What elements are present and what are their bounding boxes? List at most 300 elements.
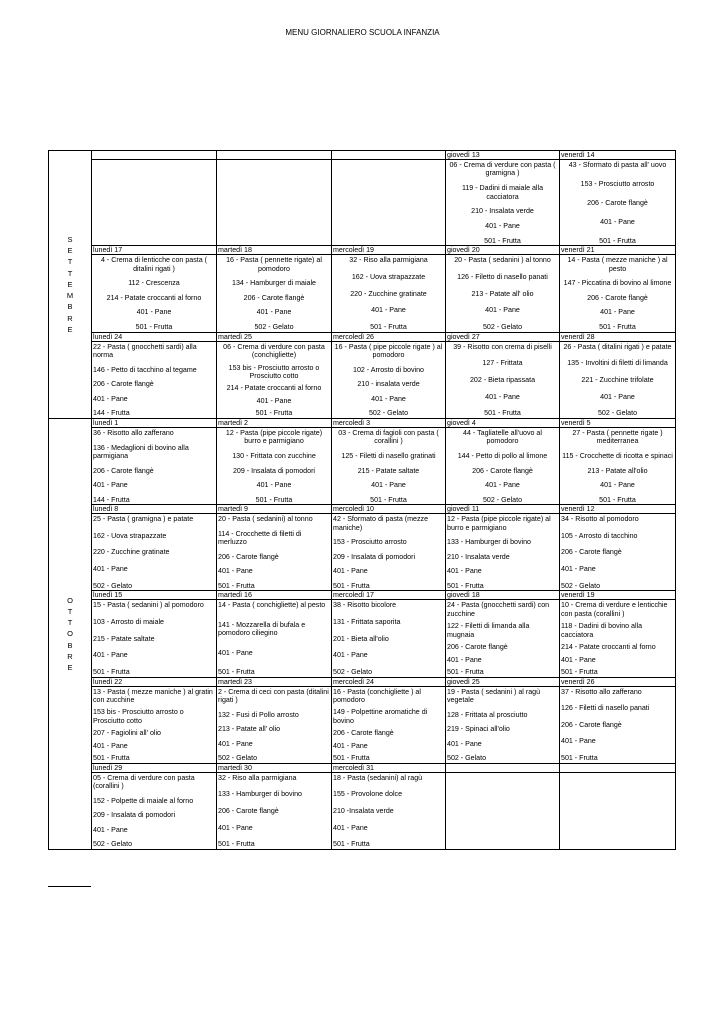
day-dishes — [217, 342, 331, 418]
day-header: mercoledì 10 — [332, 505, 445, 514]
day-dishes — [332, 160, 445, 245]
dish-item: 15 - Pasta ( sedanini ) al pomodoro — [93, 601, 204, 610]
dish-item: 502 - Gelato — [482, 495, 523, 504]
dish-item: 115 - Crocchette di ricotta e spinaci — [562, 451, 673, 460]
week-row — [49, 763, 676, 849]
dish-item: 401 - Pane — [93, 481, 128, 490]
dish-item: 14 - Pasta ( mezze maniche ) al pesto — [567, 256, 668, 273]
dish-item: 501 - Frutta — [599, 322, 636, 331]
day-dishes — [217, 428, 331, 504]
dish-item: 144 - Frutta — [93, 495, 130, 504]
dish-item: 206 - Carote flangè — [218, 807, 279, 816]
day-dishes — [332, 687, 445, 763]
dish-item: 206 - Carote flangè — [447, 643, 508, 652]
dish-item: 122 - Filetti di limanda alla mugnaia — [447, 622, 530, 639]
day-header: venerdì 21 — [560, 246, 675, 255]
dish-item: 401 - Pane — [371, 306, 406, 315]
dish-item: 401 - Pane — [447, 655, 482, 664]
day-dishes — [332, 428, 445, 504]
dish-item: 105 - Arrosto di tacchino — [561, 531, 638, 540]
dish-item: 401 - Pane — [485, 221, 520, 230]
day-header: lunedì 1 — [92, 419, 216, 428]
dish-item: 37 - Risotto allo zafferano — [561, 687, 642, 696]
dish-item: 16 - Pasta (conchigliette ) al pomodoro — [333, 687, 421, 704]
day-dishes — [217, 773, 331, 849]
dish-item: 401 - Pane — [218, 648, 253, 657]
day-dishes — [446, 687, 559, 763]
day-cell — [92, 151, 217, 246]
day-header: martedì 2 — [217, 419, 331, 428]
dish-item: 05 - Crema di verdure con pasta (corallini ) — [93, 773, 195, 791]
dish-item: 43 - Sformato di pasta all' uovo — [568, 161, 667, 169]
dish-item: 209 - Insalata di pomodori — [333, 552, 416, 561]
dish-item: 401 - Pane — [218, 823, 253, 832]
dish-item: 135 - Involtini di filetti di limanda — [567, 359, 668, 368]
dish-item: 06 - Crema di verdure con pasta ( gramigna ) — [449, 161, 556, 178]
dish-item: 501 - Frutta — [484, 236, 521, 245]
day-header: venerdì 19 — [560, 591, 675, 600]
day-dishes — [92, 687, 216, 763]
day-cell — [92, 419, 217, 505]
day-cell — [92, 591, 217, 677]
dish-item: 401 - Pane — [333, 741, 368, 750]
day-dishes — [446, 342, 559, 418]
dish-item: 501 - Frutta — [599, 495, 636, 504]
dish-item: 401 - Pane — [371, 481, 406, 490]
day-cell — [446, 763, 560, 849]
dish-item: 153 bis - Prosciutto arrosto o Prosciutto cotto — [228, 363, 320, 380]
dish-item: 130 - Frittata con zucchine — [232, 451, 316, 460]
day-dishes — [560, 428, 675, 504]
dish-item: 401 - Pane — [218, 567, 253, 576]
day-dishes — [217, 687, 331, 763]
day-dishes — [332, 514, 445, 590]
dish-item: 206 - Carote flangè — [93, 380, 154, 389]
day-cell — [560, 151, 676, 246]
dish-item: 10 - Crema di verdure e lenticchie con pasta (corallini ) — [561, 601, 668, 618]
day-dishes — [446, 600, 559, 676]
day-cell — [560, 677, 676, 763]
dish-item: 206 - Carote flangè — [587, 198, 648, 207]
dish-item: 213 - Patate all' olio — [471, 289, 534, 298]
dish-item: 210 - Insalata verde — [447, 552, 510, 561]
dish-item: 20 - Pasta ( sedanini ) al tonno — [454, 256, 551, 265]
dish-item: 502 - Gelato — [597, 409, 638, 418]
day-cell — [332, 151, 446, 246]
week-row — [49, 591, 676, 677]
day-cell — [560, 419, 676, 505]
week-row — [49, 246, 676, 332]
dish-item: 401 - Pane — [561, 737, 596, 746]
day-cell — [217, 677, 332, 763]
dish-item: 215 - Patate saltate — [357, 466, 420, 475]
day-cell — [446, 677, 560, 763]
dish-item: 2 - Crema di ceci con pasta (ditalini rigati ) — [218, 687, 329, 704]
dish-item: 127 - Frittata — [482, 359, 523, 368]
dish-item: 501 - Frutta — [333, 754, 370, 763]
dish-item: 501 - Frutta — [447, 581, 484, 590]
month-label: O T T O B R E — [49, 419, 92, 850]
dish-item: 501 - Frutta — [370, 322, 407, 331]
dish-item: 131 - Frittata saporita — [333, 618, 401, 627]
dish-item: 26 - Pasta ( ditalini rigati ) e patate — [563, 342, 672, 351]
day-cell — [92, 246, 217, 332]
dish-item: 16 - Pasta ( pennette rigate) al pomodoro — [226, 256, 322, 273]
day-cell — [332, 591, 446, 677]
dish-item: 03 - Crema di fagioli con pasta ( corallini ) — [338, 429, 439, 446]
dish-item: 401 - Pane — [93, 565, 128, 574]
dish-item: 133 - Hamburger di bovino — [218, 790, 302, 799]
day-header: venerdì 5 — [560, 419, 675, 428]
day-dishes — [560, 514, 675, 590]
day-header: lunedì 29 — [92, 764, 216, 773]
dish-item: 126 - Filetto di nasello panati — [457, 272, 548, 281]
dish-item: 401 - Pane — [256, 481, 292, 490]
dish-item: 42 - Sformato di pasta (mezze maniche) — [333, 515, 429, 532]
dish-item: 401 - Pane — [136, 308, 172, 317]
dish-item: 502 - Gelato — [218, 754, 258, 763]
dish-item: 152 - Polpette di maiale al forno — [93, 796, 194, 805]
dish-item: 401 - Pane — [218, 739, 253, 748]
dish-item: 12 - Pasta (pipe piccole rigate) burro e parmigiano — [225, 429, 323, 446]
dish-item: 149 - Polpettine aromatiche di bovino — [333, 708, 428, 725]
day-cell — [560, 332, 676, 418]
day-header — [332, 151, 445, 160]
dish-item: 215 - Patate saltate — [93, 634, 155, 643]
dish-item: 220 - Zucchine gratinate — [93, 548, 170, 557]
dish-item: 401 - Pane — [256, 396, 292, 405]
dish-item: 206 - Carote flangè — [587, 293, 648, 302]
day-cell — [332, 332, 446, 418]
day-dishes — [92, 255, 216, 331]
day-dishes — [92, 773, 216, 849]
day-header: giovedì 25 — [446, 678, 559, 687]
dish-item: 502 - Gelato — [482, 322, 523, 331]
day-header: giovedì 11 — [446, 505, 559, 514]
dish-item: 155 - Provolone dolce — [333, 790, 403, 799]
dish-item: 13 - Pasta ( mezze maniche ) al gratin con zucchine — [93, 687, 213, 704]
day-dishes — [217, 160, 331, 245]
day-header: lunedì 24 — [92, 333, 216, 342]
dish-item: 401 - Pane — [333, 823, 368, 832]
dish-item: 401 - Pane — [256, 308, 292, 317]
day-header: martedì 18 — [217, 246, 331, 255]
dish-item: 24 - Pasta (gnocchetti sardi) con zucchine — [447, 601, 550, 618]
dish-item: 34 - Risotto al pomodoro — [561, 515, 639, 524]
dish-item: 401 - Pane — [600, 392, 635, 401]
dish-item: 202 - Bieta ripassata — [469, 375, 536, 384]
dish-item: 20 - Pasta ( sedanini) al tonno — [218, 515, 313, 524]
day-header: mercoledì 24 — [332, 678, 445, 687]
dish-item: 401 - Pane — [600, 308, 635, 317]
dish-item: 132 - Fusi di Pollo arrosto — [218, 710, 299, 719]
dish-item: 501 - Frutta — [333, 840, 370, 849]
day-cell — [92, 505, 217, 591]
dish-item: 39 - Risotto con crema di piselli — [453, 342, 552, 351]
dish-item: 32 - Riso alla parmigiana — [218, 773, 297, 782]
dish-item: 401 - Pane — [93, 825, 128, 834]
dish-item: 102 - Arrosto di bovino — [353, 365, 424, 374]
dish-item: 153 - Prosciutto arrosto — [580, 179, 655, 188]
dish-item: 501 - Frutta — [561, 754, 598, 763]
day-cell — [560, 505, 676, 591]
dish-item: 162 - Uova strapazzate — [93, 531, 167, 540]
day-header: venerdì 26 — [560, 678, 675, 687]
dish-item: 401 - Pane — [600, 481, 635, 490]
dish-item: 25 - Pasta ( gramigna ) e patate — [93, 515, 194, 524]
day-header — [92, 151, 216, 160]
dish-item: 214 - Patate croccanti al forno — [561, 643, 656, 652]
day-cell — [446, 151, 560, 246]
dish-item: 210 -Insalata verde — [333, 807, 394, 816]
day-header: giovedì 13 — [446, 151, 559, 160]
day-dishes — [446, 428, 559, 504]
day-cell — [92, 677, 217, 763]
day-header: mercoledì 19 — [332, 246, 445, 255]
day-header: venerdì 14 — [560, 151, 675, 160]
dish-item: 502 - Gelato — [368, 409, 409, 418]
dish-item: 501 - Frutta — [93, 754, 130, 763]
dish-item: 134 - Hamburger di maiale — [232, 279, 316, 288]
day-header: martedì 30 — [217, 764, 331, 773]
dish-item: 206 - Carote flangè — [561, 720, 622, 729]
dish-item: 401 - Pane — [485, 306, 520, 315]
dish-item: 162 - Uova strapazzate — [351, 272, 426, 281]
dish-item: 206 - Carote flangè — [472, 466, 533, 475]
day-cell — [332, 677, 446, 763]
dish-item: 219 - Spinaci all'olio — [447, 725, 510, 734]
dish-item: 501 - Frutta — [255, 495, 293, 504]
day-header: martedì 25 — [217, 333, 331, 342]
day-cell — [217, 246, 332, 332]
table-bottom-rule — [48, 886, 91, 887]
dish-item: 501 - Frutta — [333, 581, 370, 590]
day-dishes — [217, 514, 331, 590]
day-dishes — [217, 600, 331, 676]
week-row — [49, 151, 676, 246]
dish-item: 19 - Pasta ( sedanini ) al ragù vegetale — [447, 687, 541, 704]
dish-item: 502 - Gelato — [254, 322, 294, 331]
dish-item: 125 - Filetti di nasello gratinati — [341, 451, 436, 460]
month-label: S E T T E M B R E — [49, 151, 92, 419]
menu-table — [48, 150, 676, 850]
dish-item: 401 - Pane — [600, 217, 635, 226]
dish-item: 501 - Frutta — [447, 667, 484, 676]
dish-item: 210 - insalata verde — [357, 380, 420, 389]
dish-item: 210 - Insalata verde — [471, 207, 534, 216]
dish-item: 128 - Frittata al prosciutto — [447, 710, 528, 719]
day-cell — [92, 763, 217, 849]
day-dishes — [332, 342, 445, 418]
day-dishes — [217, 255, 331, 331]
dish-item: 501 - Frutta — [255, 409, 293, 418]
day-cell — [332, 763, 446, 849]
dish-item: 214 - Patate croccanti al forno — [106, 293, 202, 302]
dish-item: 144 - Petto di pollo al limone — [457, 451, 548, 460]
dish-item: 502 - Gelato — [447, 754, 487, 763]
dish-item: 206 - Carote flangè — [93, 466, 154, 475]
day-dishes — [332, 773, 445, 849]
day-dishes — [92, 342, 216, 418]
day-dishes — [332, 255, 445, 331]
dish-item: 44 - Tagliatelle all'uovo al pomodoro — [463, 429, 542, 446]
dish-item: 501 - Frutta — [135, 322, 173, 331]
dish-item: 103 - Arrosto di maiale — [93, 618, 164, 627]
day-header — [446, 764, 559, 773]
day-header: mercoledì 3 — [332, 419, 445, 428]
dish-item: 501 - Frutta — [218, 581, 255, 590]
day-dishes — [560, 255, 675, 331]
dish-item: 501 - Frutta — [484, 409, 521, 418]
day-cell — [446, 591, 560, 677]
day-header: mercoledì 31 — [332, 764, 445, 773]
day-dishes — [560, 160, 675, 245]
dish-item: 401 - Pane — [371, 394, 406, 403]
day-header: lunedì 17 — [92, 246, 216, 255]
dish-item: 502 - Gelato — [561, 581, 601, 590]
dish-item: 213 - Patate all'olio — [587, 466, 648, 475]
dish-item: 4 - Crema di lenticche con pasta ( ditalini rigati ) — [100, 256, 208, 273]
day-dishes — [92, 514, 216, 590]
dish-item: 214 - Patate croccanti al forno — [226, 384, 322, 393]
day-header: mercoledì 17 — [332, 591, 445, 600]
day-cell — [217, 505, 332, 591]
day-header: venerdì 12 — [560, 505, 675, 514]
dish-item: 38 - Risotto bicolore — [333, 601, 397, 610]
dish-item: 06 - Crema di verdure con pasta (conchigliette) — [223, 342, 325, 360]
dish-item: 141 - Mozzarella di bufala e pomodoro ciliegino — [218, 620, 306, 638]
day-cell — [217, 419, 332, 505]
day-cell — [446, 246, 560, 332]
day-dishes — [560, 687, 675, 763]
dish-item: 209 - Insalata di pomodori — [93, 811, 176, 820]
day-header — [217, 151, 331, 160]
week-row — [49, 332, 676, 418]
week-row — [49, 677, 676, 763]
document-title: MENU GIORNALIERO SCUOLA INFANZIA — [285, 28, 440, 37]
dish-item: 144 - Frutta — [93, 409, 130, 418]
dish-item: 18 - Pasta (sedanini) al ragù — [333, 773, 423, 782]
dish-item: 401 - Pane — [93, 651, 128, 660]
day-header: lunedì 8 — [92, 505, 216, 514]
dish-item: 153 - Prosciutto arrosto — [333, 538, 407, 547]
day-header: martedì 23 — [217, 678, 331, 687]
dish-item: 201 - Bieta all'olio — [333, 634, 389, 643]
day-cell — [332, 419, 446, 505]
day-cell — [446, 332, 560, 418]
day-header: lunedì 15 — [92, 591, 216, 600]
dish-item: 112 - Crescenza — [128, 279, 180, 288]
day-dishes — [560, 342, 675, 418]
week-row — [49, 419, 676, 505]
day-dishes — [446, 773, 559, 849]
dish-item: 502 - Gelato — [93, 581, 133, 590]
day-cell — [217, 151, 332, 246]
week-row — [49, 505, 676, 591]
day-dishes — [446, 160, 559, 245]
dish-item: 27 - Pasta ( pennette rigate ) mediterranea — [572, 429, 663, 446]
day-cell — [560, 591, 676, 677]
day-dishes — [92, 428, 216, 504]
dish-item: 206 - Carote flangè — [218, 552, 279, 561]
dish-item: 118 - Dadini di bovino alla cacciatora — [561, 622, 643, 639]
dish-item: 501 - Frutta — [93, 667, 130, 676]
dish-item: 206 - Carote flangè — [333, 729, 394, 738]
dish-item: 501 - Frutta — [599, 236, 636, 245]
day-dishes — [92, 160, 216, 245]
dish-item: 401 - Pane — [561, 565, 596, 574]
dish-item: 22 - Pasta ( gnocchetti sardi) alla norma — [93, 342, 197, 360]
dish-item: 206 - Carote flangè — [243, 293, 305, 302]
dish-item: 136 - Medaglioni di bovino alla parmigiana — [93, 443, 189, 460]
dish-item: 401 - Pane — [561, 655, 596, 664]
dish-item: 501 - Frutta — [218, 840, 255, 849]
day-header: giovedì 27 — [446, 333, 559, 342]
day-dishes — [446, 255, 559, 331]
dish-item: 401 - Pane — [485, 392, 520, 401]
dish-item: 401 - Pane — [333, 651, 368, 660]
dish-item: 12 - Pasta (pipe piccole rigate) al burro e parmigiano — [447, 515, 551, 532]
dish-item: 401 - Pane — [485, 481, 520, 490]
day-header: mercoledì 26 — [332, 333, 445, 342]
day-cell — [217, 332, 332, 418]
dish-item: 221 - Zucchine trifolate — [581, 375, 654, 384]
day-header: giovedì 18 — [446, 591, 559, 600]
dish-item: 401 - Pane — [93, 741, 128, 750]
dish-item: 401 - Pane — [447, 567, 482, 576]
dish-item: 209 - Insalata di pomodori — [232, 466, 316, 475]
dish-item: 207 - Fagiolini all' olio — [93, 729, 161, 738]
day-header: martedì 9 — [217, 505, 331, 514]
day-cell — [217, 591, 332, 677]
day-cell — [560, 763, 676, 849]
dish-item: 126 - Filetti di nasello panati — [561, 704, 650, 713]
dish-item: 502 - Gelato — [333, 667, 373, 676]
dish-item: 220 - Zucchine gratinate — [350, 289, 427, 298]
dish-item: 502 - Gelato — [93, 840, 133, 849]
dish-item: 501 - Frutta — [218, 667, 255, 676]
dish-item: 213 - Patate all' olio — [218, 725, 281, 734]
day-header: giovedì 4 — [446, 419, 559, 428]
day-cell — [92, 332, 217, 418]
day-dishes — [560, 600, 675, 676]
dish-item: 114 - Crocchette di filetti di merluzzo — [218, 529, 302, 547]
dish-item: 32 - Riso alla parmigiana — [349, 256, 428, 265]
day-header: martedì 16 — [217, 591, 331, 600]
dish-item: 206 - Carote flangè — [561, 548, 622, 557]
day-dishes — [446, 514, 559, 590]
dish-item: 401 - Pane — [447, 739, 482, 748]
dish-item: 146 - Petto di tacchino al tegame — [93, 365, 197, 374]
dish-item: 133 - Hamburger di bovino — [447, 538, 531, 547]
dish-item: 16 - Pasta ( pipe piccole rigate ) al pomodoro — [334, 342, 443, 360]
dish-item: 147 - Piccatina di bovino al limone — [563, 279, 672, 288]
day-cell — [446, 419, 560, 505]
day-dishes — [560, 773, 675, 849]
day-cell — [332, 505, 446, 591]
day-header: giovedì 20 — [446, 246, 559, 255]
dish-item: 401 - Pane — [93, 394, 128, 403]
menu-table-body — [49, 151, 676, 850]
day-dishes — [92, 600, 216, 676]
day-cell — [560, 246, 676, 332]
day-cell — [446, 505, 560, 591]
dish-item: 401 - Pane — [333, 567, 368, 576]
dish-item: 501 - Frutta — [370, 495, 407, 504]
dish-item: 501 - Frutta — [561, 667, 598, 676]
day-cell — [332, 246, 446, 332]
day-header: venerdì 28 — [560, 333, 675, 342]
